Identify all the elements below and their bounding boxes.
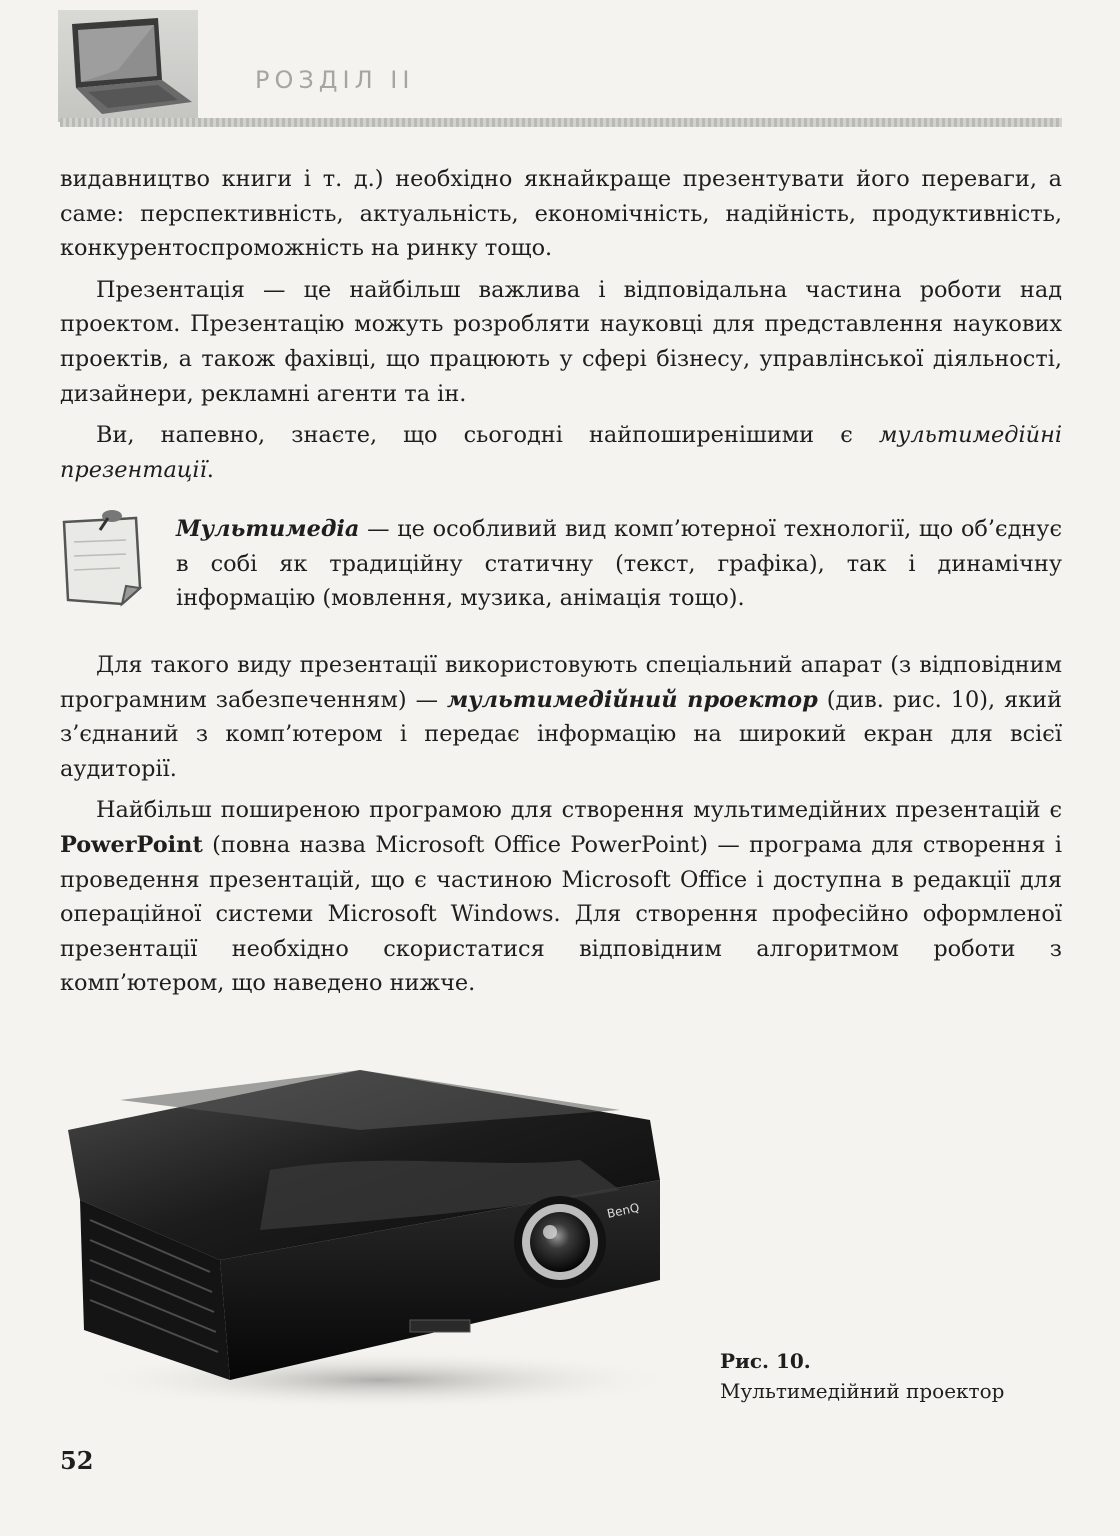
brand-logo: BenQ — [605, 1200, 641, 1221]
figure-caption — [720, 1346, 1004, 1406]
definition-term: Мультимедіа — [176, 516, 360, 542]
header-divider — [60, 118, 1062, 127]
paragraph-tail: (повна назва Microsoft Office PowerPoint) — програма для створення і проведення презентацій, що є частиною Microsoft Office і доступна в редакції для операційної системи Microsoft Windows. Для створення професійно оформленої презентації необхідно скористатися відповідним алгоритмом роботи з комп’ютером, що наведено нижче. — [60, 831, 1062, 997]
pinned-note-icon — [60, 508, 150, 608]
definition-body: — це особливий вид комп’ютерної технології, що об’єднує в собі як традиційну статичну (текст, графіка), так і динамічну інформацію (мовлення, музика, анімація тощо). — [176, 516, 1062, 612]
projector-image — [60, 1060, 670, 1410]
paragraph-tail: . — [206, 456, 214, 483]
projector-figure — [60, 1060, 670, 1410]
italic-term: мультимедійні презентації — [60, 422, 1062, 483]
paragraph-lead: Для такого виду презентації використовують спеціальний апарат (з відповідним програмним забезпеченням) — — [60, 652, 1062, 713]
caption-number: Рис. 10. — [720, 1349, 811, 1373]
paragraph — [60, 418, 1062, 487]
page-header — [0, 0, 1120, 130]
paragraph-lead: Ви, напевно, знаєте, що сьогодні найпоширенішими є — [96, 422, 879, 449]
paragraph — [60, 648, 1062, 786]
intro-text — [60, 162, 1062, 494]
body-text — [60, 648, 1062, 1008]
paragraph: Презентація — це найбільш важлива і відповідальна частина роботи над проектом. Презентацію можуть розробляти науковці для представлення наукових проектів, а також фахівці, що працюють у сфері бізнесу, управлінської діяльності, дизайнери, рекламні агенти та ін. — [60, 276, 1062, 407]
laptop-icon — [58, 10, 198, 122]
caption-text: Мультимедійний проектор — [720, 1379, 1005, 1403]
definition-note — [60, 508, 1062, 618]
section-label: РОЗДІЛ II — [255, 66, 415, 94]
paragraph-tail: (див. рис. 10), який з’єднаний з комп’ютером і передає інформацію на широкий екран для всієї аудиторії. — [60, 686, 1062, 782]
paragraph: видавництво книги і т. д.) необхідно якнайкраще презентувати його переваги, а саме: перспективність, актуальність, економічність, надійність, продуктивність, конкурентоспроможність на ринку тощо. — [60, 166, 1062, 262]
bold-italic-term: мультимедійний проектор — [446, 686, 818, 713]
bold-term: PowerPoint — [60, 831, 203, 858]
definition-text — [176, 512, 1062, 616]
paragraph-lead: Найбільш поширеною програмою для створення мультимедійних презентацій є — [96, 797, 1062, 824]
paragraph — [60, 793, 1062, 1001]
page-number: 52 — [60, 1446, 94, 1475]
